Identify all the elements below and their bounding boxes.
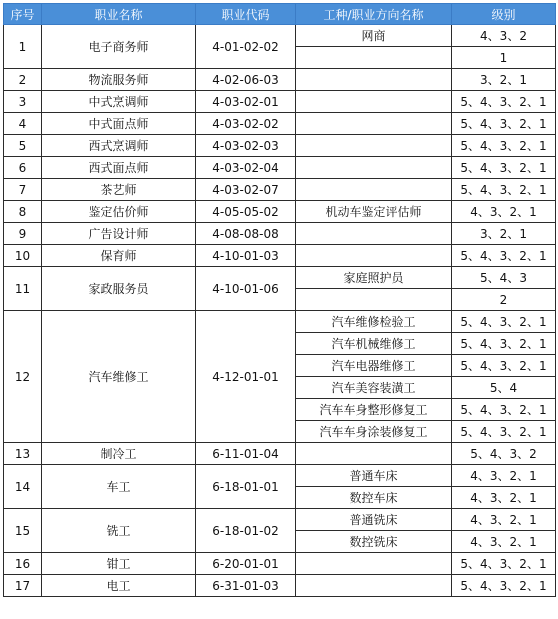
work-type-cell: 数控铣床 (296, 531, 452, 553)
occupation-table-container (3, 3, 556, 597)
work-type-cell: 汽车车身涂装修复工 (296, 421, 452, 443)
level-cell: 3、2、1 (452, 69, 556, 91)
work-type-cell: 汽车维修检验工 (296, 311, 452, 333)
occupation-name-cell: 西式面点师 (42, 157, 196, 179)
level-cell: 5、4、3 (452, 267, 556, 289)
level-cell: 4、3、2 (452, 25, 556, 47)
table-row (4, 69, 556, 91)
table-row (4, 201, 556, 223)
table-row (4, 553, 556, 575)
work-type-cell (296, 289, 452, 311)
level-cell: 5、4、3、2、1 (452, 245, 556, 267)
occupation-name-cell: 西式烹调师 (42, 135, 196, 157)
serial-number-cell: 16 (4, 553, 42, 575)
occupation-name-cell: 鉴定估价师 (42, 201, 196, 223)
work-type-cell: 汽车美容装潢工 (296, 377, 452, 399)
occupation-code-cell: 4-10-01-03 (196, 245, 296, 267)
header-occupation-code: 职业代码 (196, 4, 296, 25)
serial-number-cell: 4 (4, 113, 42, 135)
level-cell: 5、4、3、2、1 (452, 575, 556, 597)
occupation-name-cell: 汽车维修工 (42, 311, 196, 443)
level-cell: 1 (452, 47, 556, 69)
occupation-code-cell: 4-12-01-01 (196, 311, 296, 443)
occupation-name-cell: 家政服务员 (42, 267, 196, 311)
work-type-cell: 汽车电器维修工 (296, 355, 452, 377)
work-type-cell: 普通铣床 (296, 509, 452, 531)
work-type-cell (296, 113, 452, 135)
serial-number-cell: 6 (4, 157, 42, 179)
level-cell: 5、4 (452, 377, 556, 399)
occupation-name-cell: 电工 (42, 575, 196, 597)
level-cell: 4、3、2、1 (452, 465, 556, 487)
occupation-code-cell: 4-03-02-03 (196, 135, 296, 157)
occupation-name-cell: 保育师 (42, 245, 196, 267)
serial-number-cell: 7 (4, 179, 42, 201)
occupation-name-cell: 中式烹调师 (42, 91, 196, 113)
occupation-name-cell: 中式面点师 (42, 113, 196, 135)
work-type-cell: 数控车床 (296, 487, 452, 509)
level-cell: 4、3、2、1 (452, 487, 556, 509)
serial-number-cell: 2 (4, 69, 42, 91)
header-occupation-name: 职业名称 (42, 4, 196, 25)
occupation-code-cell: 4-05-05-02 (196, 201, 296, 223)
level-cell: 5、4、3、2、1 (452, 333, 556, 355)
level-cell: 5、4、3、2、1 (452, 553, 556, 575)
occupation-code-cell: 4-03-02-04 (196, 157, 296, 179)
occupation-code-cell: 4-02-06-03 (196, 69, 296, 91)
work-type-cell: 家庭照护员 (296, 267, 452, 289)
occupation-code-cell: 4-03-02-07 (196, 179, 296, 201)
work-type-cell (296, 443, 452, 465)
level-cell: 3、2、1 (452, 223, 556, 245)
work-type-cell (296, 47, 452, 69)
serial-number-cell: 8 (4, 201, 42, 223)
table-row (4, 509, 556, 531)
table-body (4, 25, 556, 597)
header-level: 级别 (452, 4, 556, 25)
serial-number-cell: 12 (4, 311, 42, 443)
occupation-name-cell: 广告设计师 (42, 223, 196, 245)
serial-number-cell: 11 (4, 267, 42, 311)
occupation-code-cell: 4-01-02-02 (196, 25, 296, 69)
table-row (4, 465, 556, 487)
work-type-cell: 普通车床 (296, 465, 452, 487)
occupation-name-cell: 车工 (42, 465, 196, 509)
occupation-name-cell: 钳工 (42, 553, 196, 575)
level-cell: 5、4、3、2、1 (452, 421, 556, 443)
occupation-table (3, 3, 556, 597)
level-cell: 5、4、3、2、1 (452, 355, 556, 377)
serial-number-cell: 1 (4, 25, 42, 69)
table-row (4, 267, 556, 289)
level-cell: 4、3、2、1 (452, 531, 556, 553)
header-row (4, 4, 556, 25)
header-work-type: 工种/职业方向名称 (296, 4, 452, 25)
occupation-code-cell: 6-20-01-01 (196, 553, 296, 575)
level-cell: 5、4、3、2、1 (452, 135, 556, 157)
serial-number-cell: 13 (4, 443, 42, 465)
serial-number-cell: 3 (4, 91, 42, 113)
table-row (4, 91, 556, 113)
level-cell: 5、4、3、2 (452, 443, 556, 465)
serial-number-cell: 10 (4, 245, 42, 267)
work-type-cell: 机动车鉴定评估师 (296, 201, 452, 223)
work-type-cell (296, 223, 452, 245)
table-row (4, 223, 556, 245)
table-row (4, 25, 556, 47)
occupation-name-cell: 铣工 (42, 509, 196, 553)
work-type-cell (296, 575, 452, 597)
occupation-code-cell: 4-03-02-01 (196, 91, 296, 113)
occupation-name-cell: 茶艺师 (42, 179, 196, 201)
occupation-code-cell: 6-31-01-03 (196, 575, 296, 597)
level-cell: 5、4、3、2、1 (452, 399, 556, 421)
header-serial-number: 序号 (4, 4, 42, 25)
work-type-cell (296, 135, 452, 157)
work-type-cell (296, 179, 452, 201)
level-cell: 5、4、3、2、1 (452, 157, 556, 179)
occupation-name-cell: 制冷工 (42, 443, 196, 465)
work-type-cell: 网商 (296, 25, 452, 47)
work-type-cell (296, 245, 452, 267)
table-row (4, 113, 556, 135)
level-cell: 4、3、2、1 (452, 509, 556, 531)
level-cell: 5、4、3、2、1 (452, 311, 556, 333)
occupation-name-cell: 电子商务师 (42, 25, 196, 69)
work-type-cell: 汽车机械维修工 (296, 333, 452, 355)
table-row (4, 443, 556, 465)
occupation-code-cell: 6-11-01-04 (196, 443, 296, 465)
table-row (4, 575, 556, 597)
table-row (4, 157, 556, 179)
work-type-cell (296, 157, 452, 179)
work-type-cell (296, 91, 452, 113)
serial-number-cell: 5 (4, 135, 42, 157)
serial-number-cell: 14 (4, 465, 42, 509)
level-cell: 4、3、2、1 (452, 201, 556, 223)
occupation-code-cell: 4-03-02-02 (196, 113, 296, 135)
table-row (4, 135, 556, 157)
occupation-code-cell: 4-10-01-06 (196, 267, 296, 311)
occupation-code-cell: 6-18-01-02 (196, 509, 296, 553)
level-cell: 5、4、3、2、1 (452, 91, 556, 113)
work-type-cell (296, 553, 452, 575)
table-row (4, 311, 556, 333)
table-row (4, 179, 556, 201)
serial-number-cell: 17 (4, 575, 42, 597)
table-row (4, 245, 556, 267)
work-type-cell (296, 69, 452, 91)
occupation-code-cell: 6-18-01-01 (196, 465, 296, 509)
level-cell: 5、4、3、2、1 (452, 113, 556, 135)
level-cell: 2 (452, 289, 556, 311)
work-type-cell: 汽车车身整形修复工 (296, 399, 452, 421)
level-cell: 5、4、3、2、1 (452, 179, 556, 201)
occupation-code-cell: 4-08-08-08 (196, 223, 296, 245)
serial-number-cell: 15 (4, 509, 42, 553)
serial-number-cell: 9 (4, 223, 42, 245)
occupation-name-cell: 物流服务师 (42, 69, 196, 91)
